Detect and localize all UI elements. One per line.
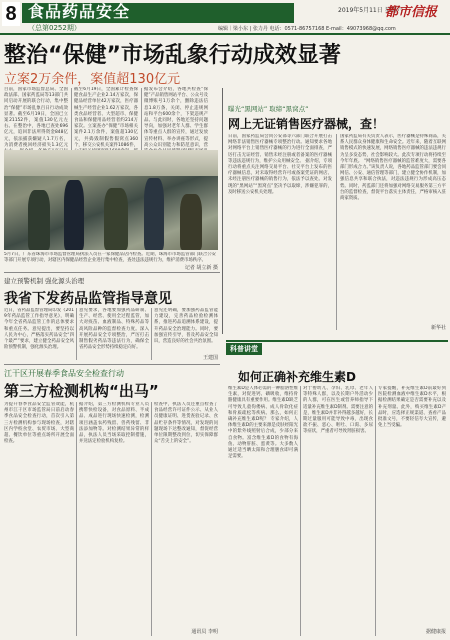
- lead-headline: 整治“保健”市场乱象行动成效显著: [4, 43, 341, 68]
- column-divider: [336, 134, 337, 330]
- bottom-kicker: 江干区开展春季食品安全检查行动: [4, 369, 124, 378]
- lead-paragraph: 目前，国家市场监督总局、全国政法部、国家药监局等13部门共同启动开展的联合行动，集中整治“保健”市场乱象百日行动成效显著。截至6月19日，全国已立案21152件，案值130亿元左右。在整治中，各地已查处696亿元，追回非法所得资金848亿元，依法捕获嫌疑人1.7万名，为消费者挽回经济损失1.3亿元: [4, 87, 68, 148]
- mid-paragraph: 近日，省药品监督管理局印发《2019年药品监管工作指导意见》，明确今年全省药品监管工作的总体要求和重点任务。意见提出，要坚持以人民为中心，严格落实药品安全“四个最严”要求，建立健全药品安全风险预警机制，强化源头治理。: [4, 308, 74, 351]
- right-paragraph: 日前，国家药监局会同公安部等六部门联合开展打击网络非法销售医疗器械专项整治行动。通知要求各地对网络平台上销售医疗器械的行为进行全面排查，严厉打击无证经营、销售未经注册或者备案的医疗器械等违法违规行为，维护公众用械安全。: [228, 134, 332, 164]
- column-divider: [151, 308, 152, 360]
- science-body-col2: [303, 386, 373, 636]
- mid-headline: 我省下发药品监管指导意见: [4, 291, 172, 307]
- bottom-headline: 第三方检测机构“出马”: [4, 382, 159, 400]
- mid-body-col2: [79, 308, 149, 360]
- science-body-col1: [228, 386, 298, 636]
- issue-date: 2019年5月11日 星期六: [338, 7, 403, 14]
- issue-number: （总第0252期）: [28, 24, 81, 32]
- bottom-body-col1: [4, 402, 74, 636]
- science-paragraph: 维生素D是人体必需的一种脂溶性维生素，对促进钙、磷吸收，维持骨骼健康具有重要作用。维生素D缺乏可导致儿童佝偻病、成人骨软化症和骨质疏松等疾病。那么，如何正确补充维生素D呢？: [228, 386, 298, 423]
- lead-paragraph: 据发布会介绍，各地共检查“保健”产品销售网站平台、公众号及微博账号1万余个，删除违法信息1.8万条，关闭、停止违规网站和平台600余个，下架违规产品。与此同时，各地还坚持问题导向，加强对老年人群、学生群体等重点人群的宣传，通过发放宣传材料、举办讲座等形式，提高公众识别能力和防范意识，营: [144, 87, 208, 148]
- mid-body-col1: [4, 308, 74, 360]
- science-paragraph: 对于婴幼儿、孕妇、乳母、老年人等特殊人群，以及长期户外活动少的人群，可在医生或营养师指导下适量补充维生素D制剂。需要注意的是，维生素D并非补得越多越好，长期过量服用可能导致中毒，出现食欲不振、恶心、呕吐、口渴、多尿等症状，严重者可导致肾脏损害。: [303, 386, 373, 435]
- mid-body-col3: [154, 308, 218, 354]
- science-tag: 科普讲堂: [226, 343, 262, 355]
- header-rule: [0, 33, 450, 35]
- bottom-author: 通讯员 李明: [191, 629, 218, 635]
- right-paragraph: “网络销售医疗器械的监管难度大，需要各部门形成合力。”该负责人说，各地药品监管部门要会同网信、公安、通信管理等部门，建立健全协作机制，加强信息共享和联合执法，对违法违规行为形成高压态势。同时，药监部门还将加强对网络交易服务第三方平台的监督检查，督促平台落实主体责任，严格审核入驻商家资质。: [340, 158, 446, 202]
- mid-paragraph: 意见要求，各地要加强药品研制、生产、经营、使用全过程监管，加大对疫苗、血液制品、特殊药品等高风险品种的监督检查力度。深入开展药品安全专项整治，严厉打击制售假劣药品等违法行为，确保全省药品安全形势持续稳定向好。: [79, 308, 149, 351]
- mid-paragraph: 意见还明确，要加强药品监管能力建设，完善药品检验检测体系，推进药品追溯体系建设，提升药品安全治理能力。同时，要加强宣传引导，普及药品安全知识，营造良好的社会共治氛围。: [154, 308, 218, 345]
- science-paragraph: 专家提醒，补充维生素D前最好到医院检测血液中维生素D水平，根据检测结果确定是否需要补充以及补充剂量。此外，购买维生素D产品时，应选择正规渠道、查看产品批准文号，不要轻信夸大宣传，避免上当受骗。: [378, 386, 446, 429]
- section-separator: [4, 364, 220, 365]
- caption-text: 5月7日，广东省珠海市市场监督管理局执法人员在一家保健品店内检查。近期，珠海市市场监管部门联合公安等部门开展专项行动，对辖区内保健品经营企业进行集中检查，查处违法违规行为，维护消费市场秩序。: [4, 252, 216, 263]
- column-divider: [300, 386, 301, 636]
- photo-credit: 记者 胡立新 摄: [184, 265, 218, 271]
- right-paragraph: 据介绍，专项行动将重点关注网络交易平台、社交平台上发布的医疗器械信息，对未取得经营许可或备案凭证的网店、未经注册医疗器械的销售行为，依法予以查处。对发现的“黑网站”“黑窝点”坚决予以取缔，涉嫌犯罪的，及时移送公安机关处理。: [228, 158, 332, 195]
- editor-contact: 编辑｜梁小东 | 张力丹 电话：0571-86757168 E-mail：49073968@qq.com: [218, 26, 396, 32]
- column-divider: [151, 402, 152, 636]
- bottom-paragraph: 据介绍，第三方检测机构专业人员携带快检设备，对食品原料、半成品、成品进行现场快速检测，检测项目涵盖农药残留、兽药残留、非法添加物等。对检测结果异常的样品，执法人员当场采取控制措施，并送法定检验机构复检。: [79, 402, 149, 445]
- bottom-paragraph: 为提升春季食品安全监管效能，杭州市江干区市场监管局日前启动春季食品安全检查行动，首次引入第三方检测机构参与现场检查，对辖区内学校食堂、农贸市场、大型商超、餐饮单位等重点场所开展全面检查。: [4, 402, 74, 445]
- column-divider: [375, 386, 376, 636]
- right-kicker: 曝光“黑网站” 取缔“黑窝点”: [228, 105, 309, 113]
- science-body-col3: [378, 386, 446, 626]
- right-author: 新华社: [430, 325, 446, 331]
- mid-author: 王建国: [202, 355, 218, 361]
- right-paragraph: 国家药监局有关负责人表示，医疗器械是特殊商品，关系人民群众身体健康和生命安全。近年来，随着互联网销售模式的快速发展，网络销售医疗器械的违法违规行为呈多发态势，社会影响较大。此次专项行动将持续至今年年底。: [340, 134, 446, 164]
- science-rule: [226, 340, 448, 342]
- section-title: 食品药品安全: [28, 2, 131, 21]
- science-paragraph: 专家介绍，人体维生素D的主要来源是皮肤经阳光中的紫外线照射后合成，少部分来自食物。富含维生素D的食物有海鱼、动物肝脏、蛋黄等。大多数人通过适当晒太阳和合理膳食即可满足需要。: [228, 417, 298, 460]
- right-headline: 网上无证销售医疗器械，查！: [228, 117, 385, 131]
- bottom-body-col3: [154, 402, 218, 628]
- bottom-body-col2: [79, 402, 149, 636]
- column-divider: [76, 308, 77, 360]
- section-divider: [222, 88, 223, 334]
- right-body-col1: [228, 134, 332, 330]
- newspaper-logo: 都市信报: [385, 5, 438, 20]
- right-body-col2: [340, 134, 446, 324]
- bottom-paragraph: 检查中，执法人员还重点检查了食品经营许可证件公示、从业人员健康证明、进货查验记录、食品贮存条件等情况，对发现的问题现场下达整改通知，督促经营单位限期整改到位，切实保障群众“舌尖上的安全”。: [154, 402, 218, 445]
- lead-photo: [4, 150, 218, 250]
- column-divider: [76, 402, 77, 636]
- lead-subheadline: 立案2万余件，案值超130亿元: [4, 72, 181, 87]
- lead-paragraph: 截至6月19日，全国累计检查保健食品生产企业2.14万家次，保健品经营单位42万家次，医疗器械生产经营企业1.62万家次，各类食品经营者、大型超市、保健食品和保健用品经营者约214万家次。立案查办“保健”市场相关案件2.1万余件，案值超130亿元，共捣毁制假售假窝点360个，移交公安机关案件1086件，: [74, 87, 138, 148]
- science-headline: 如何正确补充维生素D: [238, 370, 356, 384]
- page-number: 8: [2, 2, 20, 26]
- section-separator: [4, 272, 220, 273]
- science-author: 据健康报: [425, 629, 446, 635]
- mid-kicker: 建立预警机制 强化源头治理: [4, 277, 85, 285]
